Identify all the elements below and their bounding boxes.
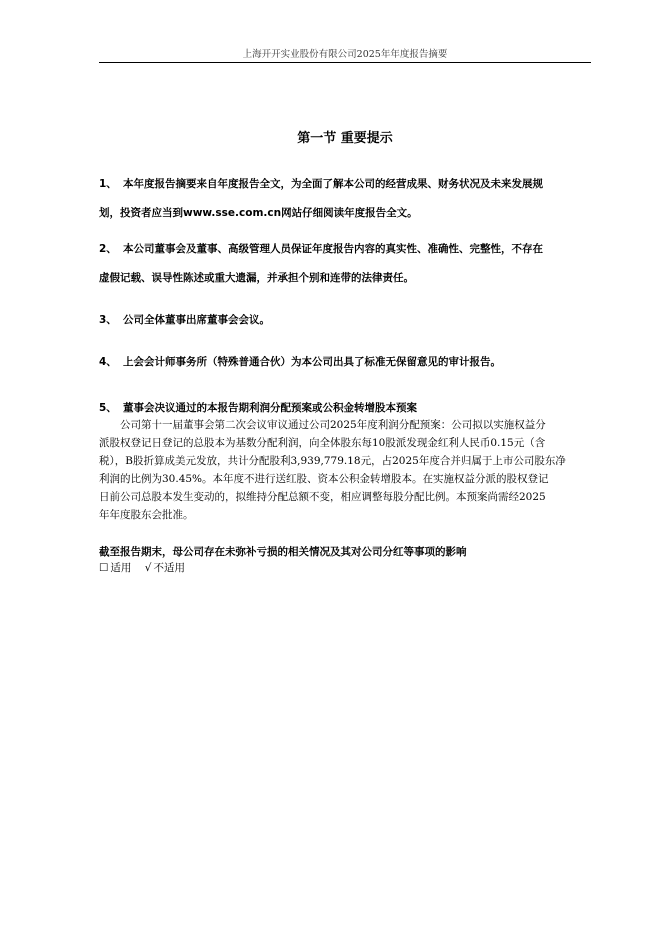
option-applicable — [99, 560, 131, 576]
item-text-line1: 本年度报告摘要来自年度报告全文，为全面了解本公司的经营成果、财务状况及未来发展规 — [123, 178, 543, 190]
paragraph-line: 年年度股东会批准。 — [99, 509, 194, 521]
notice-item-3 — [99, 306, 591, 335]
notice-item-2 — [99, 235, 591, 293]
item5-heading — [99, 400, 591, 416]
paragraph-line: 税），B股折算成美元发放，共计分配股利3,939,779.18元，占2025年度合并归属于上市公司股东净 — [99, 455, 566, 467]
notice-item-4 — [99, 348, 591, 377]
item-text-line1: 本公司董事会及董事、高级管理人员保证年度报告内容的真实性、准确性、完整性，不存在 — [123, 243, 543, 255]
item-number: 4、 — [99, 356, 117, 368]
section-title: 第一节 重要提示 — [297, 131, 393, 146]
item-text-line2: 划，投资者应当到www.sse.com.cn网站仔细阅读年度报告全文。 — [99, 207, 418, 219]
item5-heading-text: 董事会决议通过的本报告期利润分配预案或公积金转增股本预案 — [123, 402, 417, 414]
item-number: 3、 — [99, 314, 117, 326]
profit-distribution-paragraph — [99, 416, 591, 524]
header-divider — [99, 62, 591, 63]
item-text-line2: 虚假记载、误导性陈述或重大遗漏，并承担个别和连带的法律责任。 — [99, 272, 414, 284]
item-number: 2、 — [99, 243, 117, 255]
option-label: 不适用 — [153, 562, 185, 574]
paragraph-line: 公司第十一届董事会第二次会议审议通过公司2025年度利润分配预案：公司拟以实施权益分 — [120, 419, 546, 431]
checkmark-icon: √ — [144, 562, 152, 574]
option-label: 适用 — [110, 562, 132, 574]
paragraph-line: 日前公司总股本发生变动的，拟维持分配总额不变，相应调整每股分配比例。本预案尚需经2025 — [99, 491, 546, 503]
checkbox-empty-icon: ☐ — [99, 562, 109, 574]
item-text-line1: 上会会计师事务所（特殊普通合伙）为本公司出具了标准无保留意见的审计报告。 — [123, 356, 501, 368]
option-not-applicable — [145, 560, 185, 576]
notice-item-5 — [99, 400, 591, 524]
notice-item-1 — [99, 170, 591, 228]
item-number: 5、 — [99, 402, 117, 414]
paragraph-line: 派股权登记日登记的总股本为基数分配利润，向全体股东每10股派发现金红利人民币0.15元（含 — [99, 437, 546, 449]
item-text-line1: 公司全体董事出席董事会会议。 — [123, 314, 270, 326]
applicability-options — [99, 560, 195, 576]
item-number: 1、 — [99, 178, 117, 190]
page-header: 上海开开实业股份有限公司2025年年度报告摘要 — [242, 49, 448, 60]
paragraph-line: 利润的比例为30.45%。本年度不进行送红股、资本公积金转增股本。在实施权益分派的股权登记 — [99, 473, 549, 485]
deficit-heading: 截至报告期末，母公司存在未弥补亏损的相关情况及其对公司分红等事项的影响 — [99, 546, 467, 558]
